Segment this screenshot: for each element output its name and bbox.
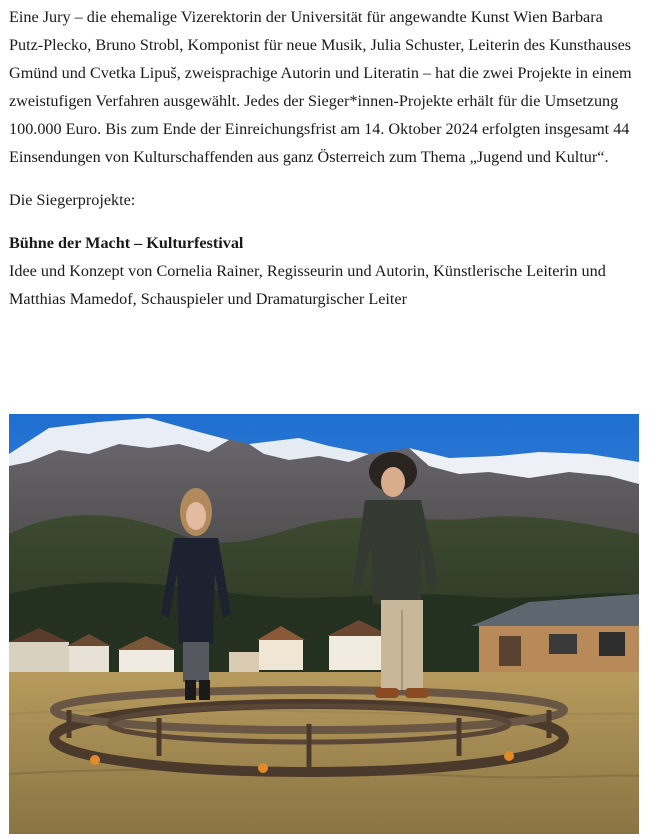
article-photo xyxy=(9,414,639,834)
project-description: Idee und Konzept von Cornelia Rainer, Regisseurin und Autorin, Künstlerische Leiterin und Matthias Mamedof, Schauspieler und Dramaturgischer Leiter xyxy=(9,262,606,308)
project-block xyxy=(9,229,639,313)
article-paragraph-jury: Eine Jury – die ehemalige Vizerektorin der Universität für angewandte Kunst Wien Barbara Putz-Plecko, Bruno Strobl, Komponist für neue Musik, Julia Schuster, Leiterin des Kunsthauses Gmünd und Cvetka Lipuš, zweisprachige Autorin und Literatin – hat die zwei Projekte in einem zweistufigen Verfahren ausgewählt. Jedes der Sieger*innen-Projekte erhält für die Umsetzung 100.000 Euro. Bis zum Ende der Einreichungsfrist am 14. Oktober 2024 erfolgten insgesamt 44 Einsendungen von Kulturschaffenden aus ganz Österreich zum Thema „Jugend und Kultur“. xyxy=(9,8,632,166)
article-paragraph-winners-intro: Die Siegerprojekte: xyxy=(9,191,136,209)
article-body xyxy=(9,0,639,313)
project-title: Bühne der Macht – Kulturfestival xyxy=(9,234,244,252)
photo-illustration xyxy=(9,414,639,834)
